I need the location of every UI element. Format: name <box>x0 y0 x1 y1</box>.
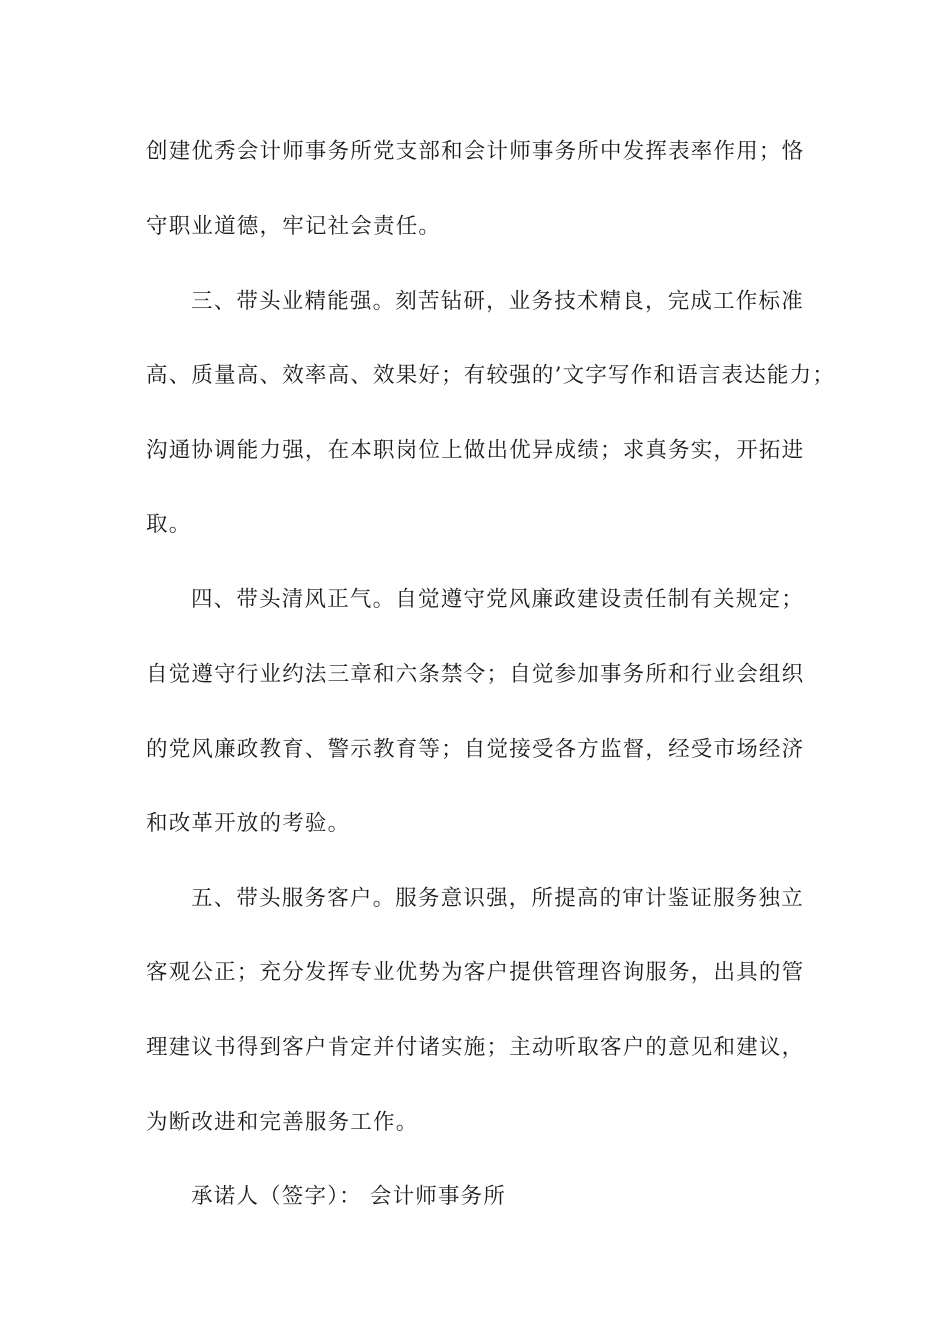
paragraph-4-line-3: 的党风廉政教育、警示教育等；自觉接受各方监督，经受市场经济 <box>146 737 805 762</box>
paragraph-3-line-1: 三、带头业精能强。刻苦钻研，业务技术精良，完成工作标准 <box>191 289 804 314</box>
paragraph-5-line-4: 为断改进和完善服务工作。 <box>146 1110 419 1135</box>
paragraph-5-line-1: 五、带头服务客户。服务意识强，所提高的审计鉴证服务独立 <box>191 886 804 911</box>
paragraph-3-line-4: 取。 <box>146 512 192 537</box>
paragraph-5-line-2: 客观公正；充分发挥专业优势为客户提供管理咨询服务，出具的管 <box>146 960 805 985</box>
paragraph-3-line-3: 沟通协调能力强，在本职岗位上做出优异成绩；求真务实，开拓进 <box>146 438 805 463</box>
paragraph-4-line-4: 和改革开放的考验。 <box>146 811 351 836</box>
paragraph-3-line-2: 高、质量高、效率高、效果好；有较强的’文字写作和语言表达能力； <box>146 363 836 388</box>
paragraph-5-line-3: 理建议书得到客户肯定并付诸实施；主动听取客户的意见和建议， <box>146 1035 805 1060</box>
paragraph-1-line-1: 创建优秀会计师事务所党支部和会计师事务所中发挥表率作用；恪 <box>146 139 805 164</box>
paragraph-1-line-2: 守职业道德，牢记社会责任。 <box>146 214 442 239</box>
paragraph-4-line-1: 四、带头清风正气。自觉遵守党风廉政建设责任制有关规定； <box>191 587 804 612</box>
paragraph-4-line-2: 自觉遵守行业约法三章和六条禁令；自觉参加事务所和行业会组织 <box>146 662 805 687</box>
signature-line: 承诺人（签字）： 会计师事务所 <box>191 1184 507 1209</box>
